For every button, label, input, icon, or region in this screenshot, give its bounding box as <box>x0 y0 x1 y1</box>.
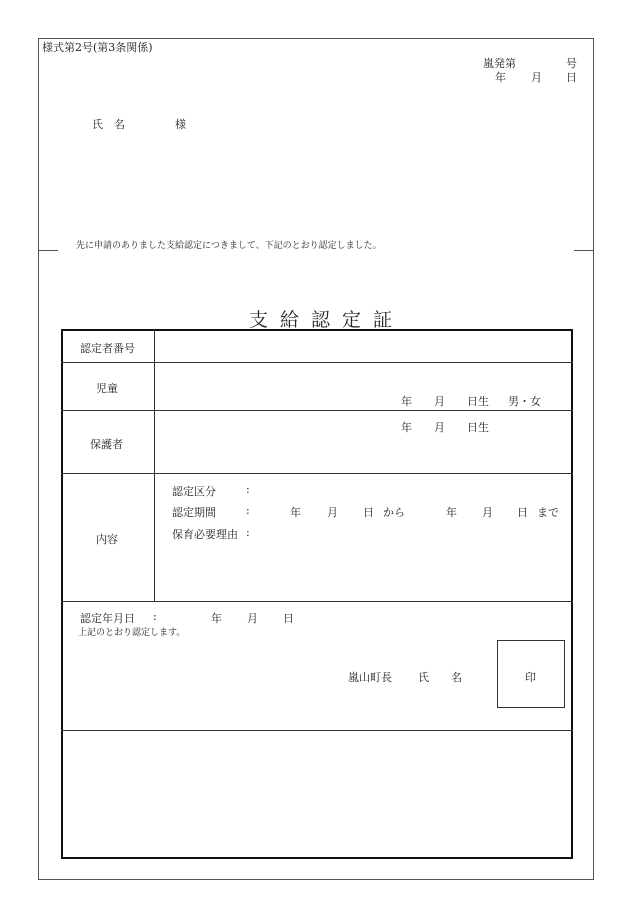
period-from: から <box>383 506 405 519</box>
fold-mark-right <box>574 250 594 251</box>
certification-date-month: 月 <box>247 612 258 625</box>
reason-colon: : <box>246 526 250 539</box>
ref-prefix: 嵐発第 <box>483 57 516 70</box>
child-label: 児童 <box>96 382 118 395</box>
addressee-name-label: 氏 名 <box>92 118 125 131</box>
cert-number-label: 認定者番号 <box>80 342 135 355</box>
ref-suffix: 号 <box>566 57 577 70</box>
guardian-label: 保護者 <box>90 438 123 451</box>
fold-mark-left <box>38 250 58 251</box>
category-colon: : <box>246 483 250 496</box>
period-from-month: 月 <box>327 506 338 519</box>
addressee-honorific: 様 <box>175 118 186 131</box>
certification-date-label: 認定年月日 <box>80 612 135 625</box>
period-to-year: 年 <box>446 506 457 519</box>
content-label: 内容 <box>96 533 118 546</box>
table-rule <box>61 601 573 602</box>
child-sex: 男・女 <box>508 395 541 408</box>
confirm-text: 上記のとおり認定します。 <box>78 628 186 638</box>
table-column-divider <box>154 329 155 601</box>
document-title: 支給認定証 <box>249 309 405 331</box>
category-label: 認定区分 <box>172 485 216 498</box>
certification-date-year: 年 <box>211 612 222 625</box>
table-rule <box>61 730 573 731</box>
issue-date-year: 年 <box>495 71 506 84</box>
period-to-day: 日 <box>517 506 528 519</box>
issue-date-day: 日 <box>566 71 577 84</box>
period-label: 認定期間 <box>172 506 216 519</box>
form-number: 様式第2号(第3条関係) <box>42 41 153 54</box>
period-from-year: 年 <box>290 506 301 519</box>
mayor-name-label: 氏 名 <box>418 671 462 684</box>
certificate-table <box>61 329 573 859</box>
seal-label: 印 <box>525 671 536 684</box>
table-rule <box>61 410 573 411</box>
period-from-day: 日 <box>363 506 374 519</box>
reason-label: 保育必要理由 <box>172 528 238 541</box>
guardian-birth-date: 年 月 日生 <box>401 421 489 434</box>
intro-text: 先に申請のありました支給認定につきまして、下記のとおり認定しました。 <box>76 241 382 251</box>
table-rule <box>61 362 573 363</box>
table-rule <box>61 473 573 474</box>
period-to: まで <box>537 506 559 519</box>
period-to-month: 月 <box>482 506 493 519</box>
certification-date-colon: : <box>153 610 157 623</box>
period-colon: : <box>246 504 250 517</box>
certification-date-day: 日 <box>283 612 294 625</box>
mayor-title: 嵐山町長 <box>348 671 392 684</box>
issue-date-month: 月 <box>531 71 542 84</box>
child-birth-date: 年 月 日生 <box>401 395 489 408</box>
